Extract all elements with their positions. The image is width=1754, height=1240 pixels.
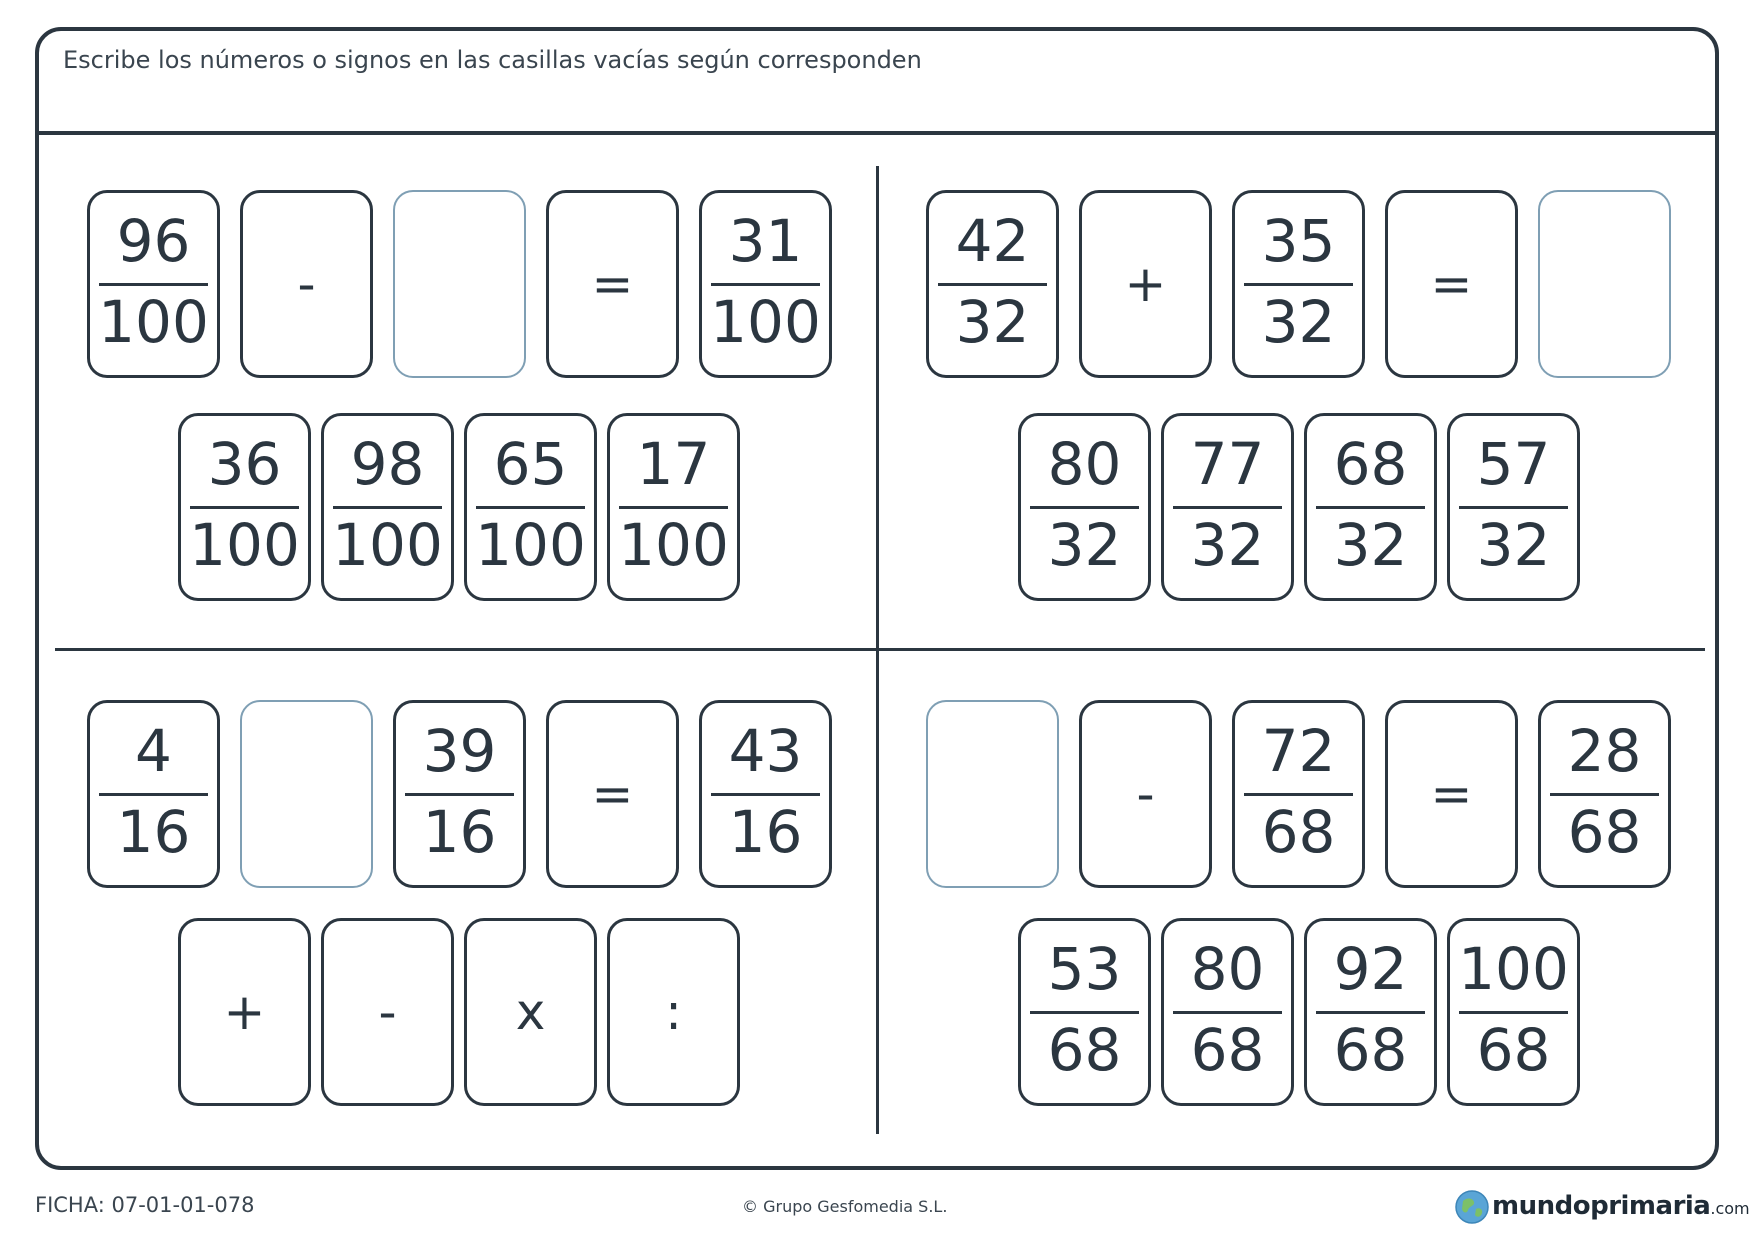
fraction-bar	[333, 506, 442, 509]
operator-symbol: -	[297, 255, 316, 313]
operator-symbol: :	[665, 983, 682, 1041]
denominator: 100	[189, 511, 300, 579]
numerator: 68	[1333, 430, 1408, 498]
option-card	[607, 413, 740, 601]
denominator: 16	[728, 798, 803, 866]
operator-card	[1079, 700, 1212, 888]
operator-card	[546, 190, 679, 378]
option-card	[1304, 918, 1437, 1106]
denominator: 32	[955, 288, 1030, 356]
fraction-card	[1232, 190, 1365, 378]
fraction-bar	[1459, 1011, 1568, 1014]
denominator: 68	[1476, 1016, 1551, 1084]
fraction-card	[87, 700, 220, 888]
fraction-bar	[711, 283, 820, 286]
numerator: 31	[728, 207, 803, 275]
operator-card	[546, 700, 679, 888]
fraction-card	[1538, 700, 1671, 888]
numerator: 42	[955, 207, 1030, 275]
numerator: 96	[116, 207, 191, 275]
fraction-bar	[476, 506, 585, 509]
numerator: 39	[422, 717, 497, 785]
fraction-bar	[1030, 506, 1139, 509]
numerator: 28	[1567, 717, 1642, 785]
option-card	[321, 413, 454, 601]
fraction-bar	[190, 506, 299, 509]
operator-card	[1385, 190, 1518, 378]
denominator: 68	[1047, 1016, 1122, 1084]
numerator: 80	[1047, 430, 1122, 498]
denominator: 100	[618, 511, 729, 579]
operator-symbol: -	[378, 983, 397, 1041]
numerator: 57	[1476, 430, 1551, 498]
option-card	[178, 413, 311, 601]
instruction-text: Escribe los números o signos en las casillas vacías según corresponden	[63, 46, 922, 74]
empty-answer-box[interactable]	[240, 700, 373, 888]
empty-answer-box[interactable]	[393, 190, 526, 378]
numerator: 72	[1261, 717, 1336, 785]
denominator: 100	[98, 288, 209, 356]
denominator: 32	[1261, 288, 1336, 356]
fraction-bar	[1550, 793, 1659, 796]
denominator: 68	[1333, 1016, 1408, 1084]
fraction-bar	[619, 506, 728, 509]
operator-symbol: +	[223, 983, 266, 1041]
denominator: 32	[1333, 511, 1408, 579]
logo-wordmark	[1492, 1191, 1750, 1221]
numerator: 17	[636, 430, 711, 498]
operator-symbol: x	[515, 983, 546, 1041]
option-card	[1304, 413, 1437, 601]
numerator: 100	[1458, 935, 1569, 1003]
option-card	[1447, 413, 1580, 601]
numerator: 77	[1190, 430, 1265, 498]
denominator: 100	[475, 511, 586, 579]
option-card	[607, 918, 740, 1106]
numerator: 98	[350, 430, 425, 498]
logo-main-text: mundoprimaria	[1492, 1191, 1711, 1221]
option-card	[1161, 918, 1294, 1106]
fraction-bar	[99, 283, 208, 286]
numerator: 36	[207, 430, 282, 498]
option-card	[321, 918, 454, 1106]
denominator: 100	[332, 511, 443, 579]
option-card	[464, 413, 597, 601]
numerator: 43	[728, 717, 803, 785]
denominator: 32	[1476, 511, 1551, 579]
fraction-bar	[938, 283, 1047, 286]
numerator: 4	[135, 717, 172, 785]
mundoprimaria-logo	[1454, 1187, 1750, 1227]
option-card	[178, 918, 311, 1106]
fraction-bar	[1244, 283, 1353, 286]
numerator: 80	[1190, 935, 1265, 1003]
fraction-card	[699, 190, 832, 378]
denominator: 100	[710, 288, 821, 356]
numerator: 53	[1047, 935, 1122, 1003]
denominator: 68	[1261, 798, 1336, 866]
option-card	[464, 918, 597, 1106]
fraction-bar	[405, 793, 514, 796]
denominator: 68	[1567, 798, 1642, 866]
empty-answer-box[interactable]	[926, 700, 1059, 888]
numerator: 92	[1333, 935, 1408, 1003]
operator-card	[1079, 190, 1212, 378]
fraction-card	[87, 190, 220, 378]
fraction-bar	[1316, 1011, 1425, 1014]
denominator: 32	[1190, 511, 1265, 579]
denominator: 68	[1190, 1016, 1265, 1084]
fraction-bar	[1316, 506, 1425, 509]
denominator: 32	[1047, 511, 1122, 579]
operator-card	[1385, 700, 1518, 888]
option-card	[1018, 918, 1151, 1106]
fraction-bar	[711, 793, 820, 796]
fraction-card	[926, 190, 1059, 378]
operator-symbol: +	[1124, 255, 1167, 313]
operator-symbol: =	[591, 765, 634, 823]
option-card	[1018, 413, 1151, 601]
numerator: 35	[1261, 207, 1336, 275]
operator-symbol: =	[1430, 255, 1473, 313]
fraction-bar	[1030, 1011, 1139, 1014]
operator-card	[240, 190, 373, 378]
header-divider	[37, 131, 1717, 135]
fraction-card	[1232, 700, 1365, 888]
operator-symbol: =	[591, 255, 634, 313]
horizontal-divider	[55, 648, 1705, 651]
numerator: 65	[493, 430, 568, 498]
denominator: 16	[422, 798, 497, 866]
fraction-bar	[1173, 1011, 1282, 1014]
operator-symbol: -	[1136, 765, 1155, 823]
fraction-bar	[1244, 793, 1353, 796]
option-card	[1161, 413, 1294, 601]
fraction-bar	[1459, 506, 1568, 509]
fraction-card	[699, 700, 832, 888]
globe-icon	[1454, 1189, 1490, 1225]
fraction-card	[393, 700, 526, 888]
worksheet-code: FICHA: 07-01-01-078	[35, 1193, 255, 1217]
option-card	[1447, 918, 1580, 1106]
empty-answer-box[interactable]	[1538, 190, 1671, 378]
denominator: 16	[116, 798, 191, 866]
fraction-bar	[1173, 506, 1282, 509]
logo-suffix-text: .com	[1710, 1199, 1750, 1218]
operator-symbol: =	[1430, 765, 1473, 823]
copyright-text: © Grupo Gesfomedia S.L.	[742, 1197, 948, 1216]
fraction-bar	[99, 793, 208, 796]
